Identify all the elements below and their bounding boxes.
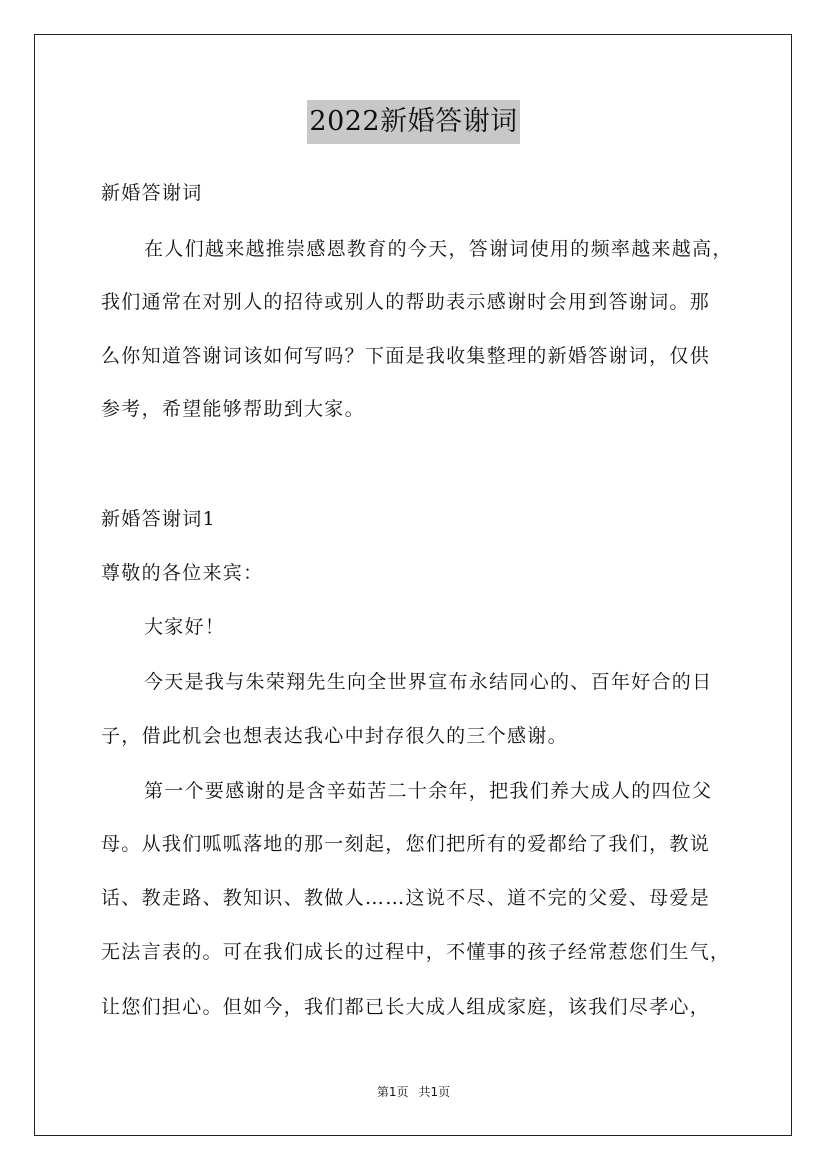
document-title-wrap bbox=[0, 100, 827, 144]
salutation: 尊敬的各位来宾： bbox=[101, 562, 264, 584]
paragraph-line: 母。从我们呱呱落地的那一刻起，您们把所有的爱都给了我们，教说 bbox=[101, 833, 711, 855]
page-total: 共1页 bbox=[418, 1085, 451, 1099]
greeting: 大家好！ bbox=[144, 616, 226, 638]
page-footer bbox=[0, 1084, 827, 1100]
paragraph-line: 无法言表的。可在我们成长的过程中，不懂事的孩子经常惹您们生气， bbox=[101, 941, 731, 963]
document-title: 2022新婚答谢词 bbox=[307, 100, 519, 144]
section-title: 新婚答谢词1 bbox=[101, 508, 216, 530]
intro-line: 我们通常在对别人的招待或别人的帮助表示感谢时会用到答谢词。那 bbox=[101, 291, 711, 313]
paragraph-line: 话、教走路、教知识、教做人……这说不尽、道不完的父爱、母爱是 bbox=[101, 887, 711, 909]
intro-line: 在人们越来越推崇感恩教育的今天，答谢词使用的频率越来越高， bbox=[144, 238, 733, 260]
intro-line: 么你知道答谢词该如何写吗？下面是我收集整理的新婚答谢词，仅供 bbox=[101, 345, 711, 367]
paragraph-line: 第一个要感谢的是含辛茹苦二十余年，把我们养大成人的四位父 bbox=[144, 780, 713, 802]
paragraph-line: 今天是我与朱荣翔先生向全世界宣布永结同心的、百年好合的日 bbox=[144, 671, 713, 693]
paragraph-line: 子，借此机会也想表达我心中封存很久的三个感谢。 bbox=[101, 725, 568, 747]
paragraph-line: 让您们担心。但如今，我们都已长大成人组成家庭，该我们尽孝心， bbox=[101, 996, 711, 1018]
intro-line: 参考，希望能够帮助到大家。 bbox=[101, 398, 365, 420]
heading: 新婚答谢词 bbox=[101, 182, 203, 204]
page-number: 第1页 bbox=[376, 1085, 409, 1099]
